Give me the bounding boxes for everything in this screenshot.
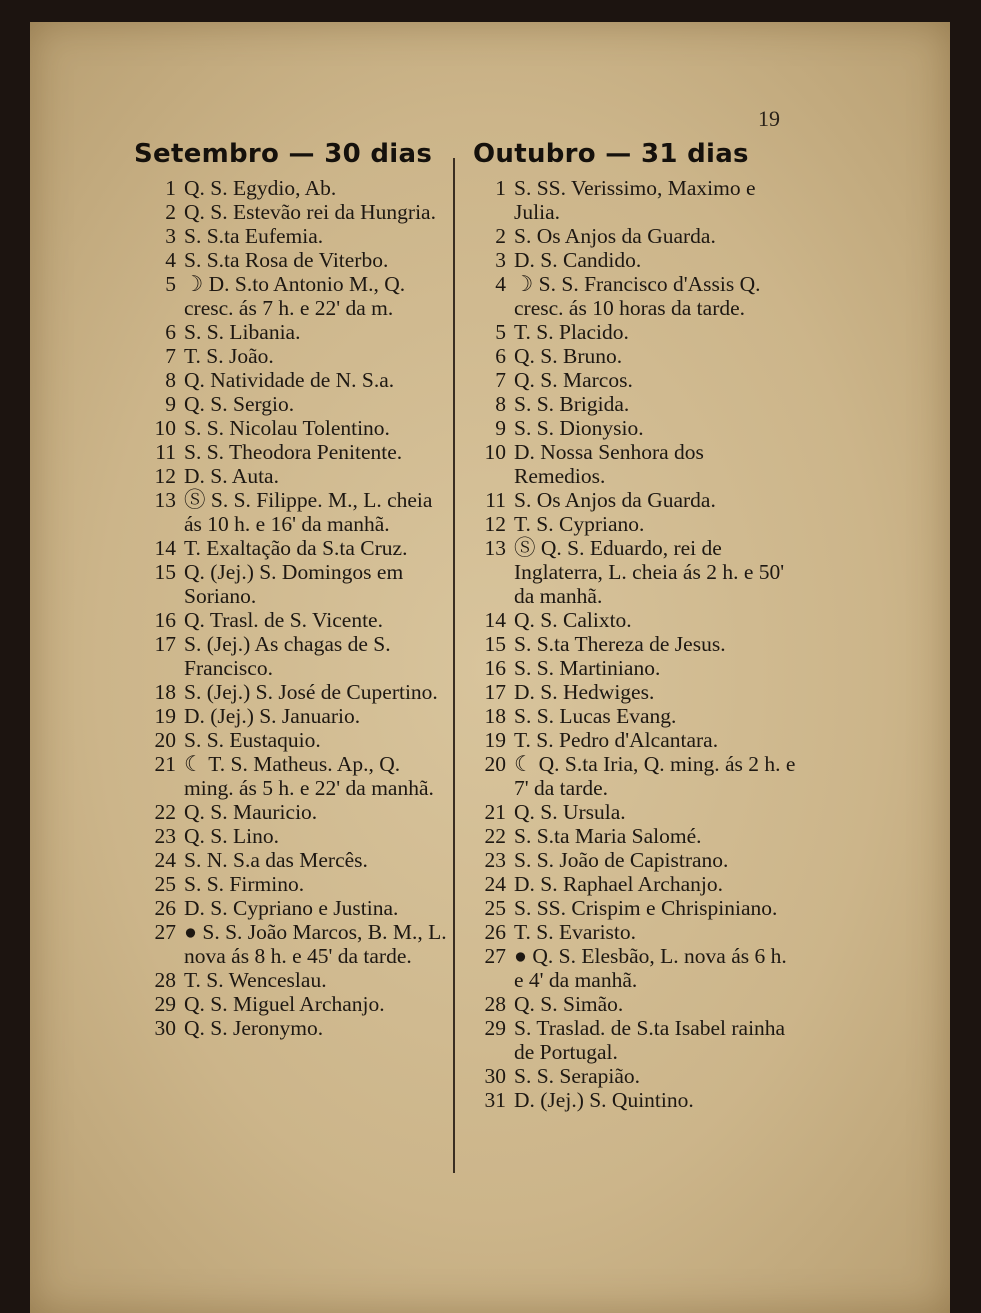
day-number: 15 [154,560,176,584]
day-number: 7 [495,368,506,392]
october-entry [470,368,800,392]
day-number: 16 [484,656,506,680]
day-number: 12 [154,464,176,488]
september-entry [140,752,450,800]
october-entry [470,944,800,992]
september-entry [140,320,450,344]
day-text: S. SS. Crispim e Chrispiniano. [514,896,778,920]
day-text: ● Q. S. Elesbão, L. nova ás 6 h. e 4' da manhã. [514,944,787,992]
october-entry [470,248,800,272]
day-text: ☾ T. S. Matheus. Ap., Q. ming. ás 5 h. e 22' da manhã. [184,752,434,800]
day-text: S. S. Martiniano. [514,656,661,680]
october-column [470,132,800,1112]
october-entry [470,656,800,680]
day-text: T. S. Pedro d'Alcantara. [514,728,719,752]
day-text: S. S.ta Thereza de Jesus. [514,632,726,656]
day-number: 6 [165,320,176,344]
day-text: Q. Trasl. de S. Vicente. [184,608,383,632]
day-text: Q. Natividade de N. S.a. [184,368,395,392]
day-text: T. S. Placido. [514,320,629,344]
day-number: 19 [154,704,176,728]
september-entry [140,800,450,824]
september-entry [140,560,450,608]
september-entry [140,536,450,560]
day-number: 23 [154,824,176,848]
september-entries [140,176,450,1040]
day-number: 15 [484,632,506,656]
day-number: 28 [154,968,176,992]
day-text: S. S. Eustaquio. [184,728,321,752]
day-text: D. S. Auta. [184,464,279,488]
day-text: D. (Jej.) S. Januario. [184,704,361,728]
day-text: D. Nossa Senhora dos Remedios. [514,440,704,488]
september-entry [140,848,450,872]
day-number: 28 [484,992,506,1016]
day-number: 29 [484,1016,506,1040]
day-number: 2 [165,200,176,224]
october-entry [470,1088,800,1112]
october-entry [470,272,800,320]
day-number: 26 [484,920,506,944]
september-entry [140,608,450,632]
september-entry [140,632,450,680]
day-text: S. N. S.a das Mercês. [184,848,368,872]
day-number: 19 [484,728,506,752]
september-entry [140,224,450,248]
september-entry [140,872,450,896]
october-entry [470,1016,800,1064]
day-number: 27 [484,944,506,968]
september-entry [140,416,450,440]
day-number: 17 [154,632,176,656]
october-entry [470,176,800,224]
september-column [134,132,450,1040]
day-text: S. S. Lucas Evang. [514,704,677,728]
september-entry [140,704,450,728]
october-entry [470,440,800,488]
day-number: 6 [495,344,506,368]
day-text: Q. S. Miguel Archanjo. [184,992,385,1016]
october-entry [470,800,800,824]
day-text: Q. S. Egydio, Ab. [184,176,337,200]
day-text: Q. S. Ursula. [514,800,626,824]
day-text: Ⓢ S. S. Filippe. M., L. cheia ás 10 h. e 16' da manhã. [184,488,433,536]
day-number: 30 [484,1064,506,1088]
day-text: Q. S. Lino. [184,824,279,848]
day-number: 5 [165,272,176,296]
october-entry [470,680,800,704]
september-entry [140,176,450,200]
day-number: 20 [154,728,176,752]
day-number: 16 [154,608,176,632]
october-entry [470,896,800,920]
day-text: D. (Jej.) S. Quintino. [514,1088,694,1112]
day-text: T. S. Wenceslau. [184,968,327,992]
day-number: 25 [484,896,506,920]
day-text: T. S. Cypriano. [514,512,645,536]
day-number: 1 [165,176,176,200]
september-entry [140,896,450,920]
day-number: 27 [154,920,176,944]
day-text: S. S. Libania. [184,320,301,344]
october-entry [470,1064,800,1088]
day-text: Q. S. Jeronymo. [184,1016,324,1040]
day-text: S. S. Dionysio. [514,416,644,440]
day-number: 2 [495,224,506,248]
september-entry [140,344,450,368]
page-number: 19 [758,106,780,131]
day-number: 9 [495,416,506,440]
september-entry [140,272,450,320]
day-text: Q. S. Estevão rei da Hungria. [184,200,436,224]
day-text: S. S.ta Maria Salomé. [514,824,702,848]
day-text: Q. S. Marcos. [514,368,633,392]
day-number: 1 [495,176,506,200]
day-text: S. SS. Verissimo, Maximo e Julia. [514,176,756,224]
october-entry [470,416,800,440]
day-text: T. Exaltação da S.ta Cruz. [184,536,408,560]
day-text: Q. S. Sergio. [184,392,295,416]
october-entry [470,536,800,608]
day-number: 13 [484,536,506,560]
september-entry [140,368,450,392]
day-number: 10 [484,440,506,464]
day-text: Ⓢ Q. S. Eduardo, rei de Inglaterra, L. cheia ás 2 h. e 50' da manhã. [514,536,785,608]
september-entry [140,248,450,272]
day-text: Q. S. Bruno. [514,344,623,368]
september-entry [140,440,450,464]
october-title: Outubro — 31 dias [473,139,749,169]
day-text: S. S. Nicolau Tolentino. [184,416,390,440]
day-number: 23 [484,848,506,872]
day-text: S. S.ta Eufemia. [184,224,324,248]
october-entry [470,824,800,848]
day-number: 5 [495,320,506,344]
october-entry [470,320,800,344]
day-text: Q. S. Calixto. [514,608,632,632]
day-text: S. S. João de Capistrano. [514,848,729,872]
day-text: ☽ D. S.to Antonio M., Q. cresc. ás 7 h. e 22' da m. [184,272,406,320]
october-entry [470,992,800,1016]
october-entry [470,848,800,872]
day-text: D. S. Raphael Archanjo. [514,872,723,896]
day-number: 20 [484,752,506,776]
september-entry [140,728,450,752]
day-text: D. S. Cypriano e Justina. [184,896,399,920]
day-number: 4 [495,272,506,296]
day-text: S. S. Brigida. [514,392,630,416]
day-text: Q. (Jej.) S. Domingos em Soriano. [184,560,404,608]
day-text: ☽ S. S. Francisco d'Assis Q. cresc. ás 10 horas da tarde. [514,272,761,320]
day-text: S. Os Anjos da Guarda. [514,488,716,512]
day-number: 8 [495,392,506,416]
day-number: 7 [165,344,176,368]
day-number: 18 [154,680,176,704]
day-number: 29 [154,992,176,1016]
day-number: 13 [154,488,176,512]
day-text: Q. S. Mauricio. [184,800,318,824]
october-entry [470,632,800,656]
september-entry [140,1016,450,1040]
september-title: Setembro — 30 dias [134,139,433,169]
september-entry [140,200,450,224]
day-text: S. S. Serapião. [514,1064,641,1088]
day-number: 24 [154,848,176,872]
day-number: 3 [165,224,176,248]
day-text: ☾ Q. S.ta Iria, Q. ming. ás 2 h. e 7' da tarde. [514,752,796,800]
day-number: 22 [484,824,506,848]
day-text: T. S. João. [184,344,274,368]
day-text: S. S.ta Rosa de Viterbo. [184,248,389,272]
day-number: 8 [165,368,176,392]
day-number: 22 [154,800,176,824]
day-number: 12 [484,512,506,536]
september-entry [140,992,450,1016]
october-entry [470,224,800,248]
september-entry [140,464,450,488]
october-entry [470,752,800,800]
october-entry [470,512,800,536]
september-entry [140,680,450,704]
day-number: 25 [154,872,176,896]
october-entry [470,872,800,896]
october-entry [470,392,800,416]
day-text: S. Os Anjos da Guarda. [514,224,716,248]
day-text: S. Traslad. de S.ta Isabel rainha de Portugal. [514,1016,786,1064]
september-entry [140,824,450,848]
october-entry [470,344,800,368]
october-entry [470,704,800,728]
october-entry [470,920,800,944]
october-entry [470,488,800,512]
september-entry [140,392,450,416]
day-number: 3 [495,248,506,272]
day-number: 10 [154,416,176,440]
october-entry [470,608,800,632]
day-text: Q. S. Simão. [514,992,624,1016]
september-entry [140,920,450,968]
day-number: 4 [165,248,176,272]
day-text: D. S. Candido. [514,248,642,272]
day-text: S. (Jej.) S. José de Cupertino. [184,680,438,704]
day-number: 9 [165,392,176,416]
column-divider [453,158,455,1173]
day-number: 14 [484,608,506,632]
day-number: 11 [485,488,506,512]
day-number: 17 [484,680,506,704]
october-entries [470,176,800,1112]
day-number: 21 [484,800,506,824]
day-text: S. S. Theodora Penitente. [184,440,403,464]
day-number: 11 [155,440,176,464]
october-entry [470,728,800,752]
day-number: 30 [154,1016,176,1040]
day-text: T. S. Evaristo. [514,920,637,944]
day-number: 18 [484,704,506,728]
day-number: 21 [154,752,176,776]
day-text: S. S. Firmino. [184,872,305,896]
day-number: 26 [154,896,176,920]
september-entry [140,968,450,992]
day-text: D. S. Hedwiges. [514,680,655,704]
day-number: 31 [484,1088,506,1112]
day-text: ● S. S. João Marcos, B. M., L. nova ás 8 h. e 45' da tarde. [184,920,447,968]
day-number: 24 [484,872,506,896]
day-text: S. (Jej.) As chagas de S. Francisco. [184,632,391,680]
september-entry [140,488,450,536]
day-number: 14 [154,536,176,560]
